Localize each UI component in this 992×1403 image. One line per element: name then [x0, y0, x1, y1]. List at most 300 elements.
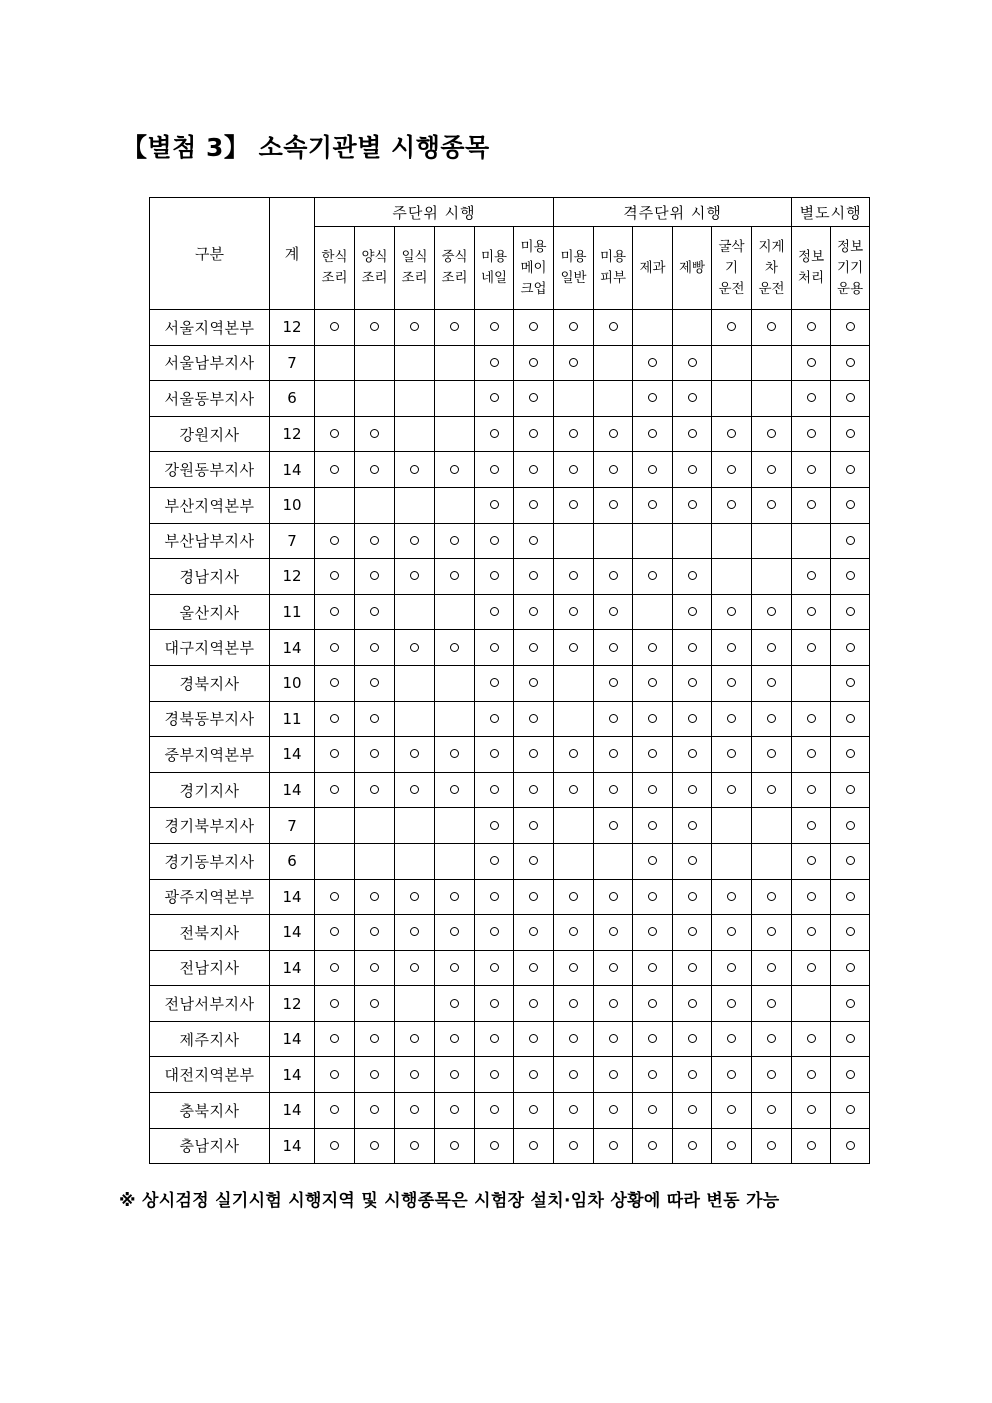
subject-cell [594, 1093, 633, 1129]
table-row [150, 879, 870, 915]
circle-mark-icon [688, 963, 697, 972]
subject-cell [355, 772, 395, 808]
subject-cell [514, 915, 554, 951]
table-row [150, 843, 870, 879]
subject-cell [315, 630, 355, 666]
circle-mark-icon [767, 785, 776, 794]
row-office-name: 서울지역본부 [150, 310, 270, 346]
subject-cell [355, 915, 395, 951]
row-office-name: 울산지사 [150, 594, 270, 630]
subject-cell [315, 594, 355, 630]
subject-cell [395, 1021, 435, 1057]
circle-mark-icon [450, 785, 459, 794]
circle-mark-icon [609, 465, 618, 474]
row-total: 14 [270, 1057, 315, 1093]
circle-mark-icon [846, 999, 855, 1008]
header-subject [712, 227, 752, 310]
subject-cell [633, 950, 673, 986]
subject-cell [395, 559, 435, 595]
circle-mark-icon [727, 963, 736, 972]
subject-cell [395, 986, 435, 1022]
row-office-name: 경북지사 [150, 665, 270, 701]
subject-cell [792, 559, 831, 595]
circle-mark-icon [490, 358, 499, 367]
circle-mark-icon [727, 322, 736, 331]
circle-mark-icon [490, 429, 499, 438]
circle-mark-icon [648, 785, 657, 794]
circle-mark-icon [727, 429, 736, 438]
subject-cell [355, 1128, 395, 1164]
subject-cell [315, 559, 355, 595]
subject-cell [752, 487, 792, 523]
subject-cell [395, 701, 435, 737]
subject-cell [831, 879, 870, 915]
subject-cell [673, 701, 712, 737]
subject-cell [395, 843, 435, 879]
subject-cell [395, 452, 435, 488]
subject-cell [514, 630, 554, 666]
subject-cell [435, 559, 475, 595]
subject-cell [554, 594, 594, 630]
circle-mark-icon [846, 785, 855, 794]
subject-cell [315, 986, 355, 1022]
circle-mark-icon [846, 927, 855, 936]
subject-cell [514, 986, 554, 1022]
subject-cell [315, 1057, 355, 1093]
subject-cell [594, 879, 633, 915]
subject-cell [355, 523, 395, 559]
row-total: 12 [270, 310, 315, 346]
subject-cell [475, 594, 514, 630]
circle-mark-icon [648, 571, 657, 580]
circle-mark-icon [490, 1141, 499, 1150]
circle-mark-icon [767, 1070, 776, 1079]
subject-cell [395, 915, 435, 951]
circle-mark-icon [807, 429, 816, 438]
circle-mark-icon [450, 643, 459, 652]
circle-mark-icon [529, 465, 538, 474]
circle-mark-icon [490, 749, 499, 758]
row-office-name: 부산지역본부 [150, 487, 270, 523]
circle-mark-icon [609, 749, 618, 758]
subject-cell [475, 559, 514, 595]
subject-cell [792, 1128, 831, 1164]
subject-cell [355, 487, 395, 523]
header-subject [315, 227, 355, 310]
subject-cell [712, 487, 752, 523]
circle-mark-icon [370, 643, 379, 652]
row-total: 6 [270, 843, 315, 879]
circle-mark-icon [569, 963, 578, 972]
circle-mark-icon [330, 571, 339, 580]
subject-cell [792, 1057, 831, 1093]
subject-cell [355, 879, 395, 915]
circle-mark-icon [688, 785, 697, 794]
circle-mark-icon [370, 678, 379, 687]
circle-mark-icon [767, 500, 776, 509]
subject-cell [752, 915, 792, 951]
subject-cell [752, 737, 792, 773]
subject-cell [752, 772, 792, 808]
row-office-name: 광주지역본부 [150, 879, 270, 915]
circle-mark-icon [450, 892, 459, 901]
subject-cell [395, 665, 435, 701]
subject-cell [475, 416, 514, 452]
subject-cell [514, 1057, 554, 1093]
circle-mark-icon [767, 999, 776, 1008]
circle-mark-icon [648, 429, 657, 438]
subject-cell [712, 381, 752, 417]
subject-cell [554, 416, 594, 452]
subject-cell [633, 843, 673, 879]
row-office-name: 경남지사 [150, 559, 270, 595]
circle-mark-icon [688, 1141, 697, 1150]
header-subject-label: 중식 조리 [441, 249, 468, 286]
header-subject-label: 미용 네일 [480, 249, 508, 286]
subject-cell [792, 487, 831, 523]
circle-mark-icon [609, 1141, 618, 1150]
subject-cell [514, 416, 554, 452]
circle-mark-icon [609, 892, 618, 901]
subject-cell [712, 986, 752, 1022]
subject-cell [673, 523, 712, 559]
circle-mark-icon [846, 714, 855, 723]
subject-cell [792, 1093, 831, 1129]
circle-mark-icon [490, 1070, 499, 1079]
circle-mark-icon [410, 643, 419, 652]
circle-mark-icon [330, 714, 339, 723]
subject-cell [633, 737, 673, 773]
subject-cell [792, 381, 831, 417]
circle-mark-icon [490, 678, 499, 687]
subject-cell [475, 950, 514, 986]
circle-mark-icon [727, 678, 736, 687]
subject-cell [752, 808, 792, 844]
table-row [150, 487, 870, 523]
subject-cell [554, 630, 594, 666]
circle-mark-icon [609, 322, 618, 331]
row-total: 14 [270, 452, 315, 488]
circle-mark-icon [846, 358, 855, 367]
circle-mark-icon [330, 678, 339, 687]
subject-cell [673, 986, 712, 1022]
subject-cell [435, 665, 475, 701]
circle-mark-icon [846, 1105, 855, 1114]
subject-cell [792, 452, 831, 488]
subject-cell [673, 665, 712, 701]
subject-cell [355, 950, 395, 986]
subject-cell [395, 879, 435, 915]
subject-cell [475, 487, 514, 523]
header-subject-label: 제빵 [678, 259, 706, 276]
circle-mark-icon [529, 500, 538, 509]
circle-mark-icon [490, 607, 499, 616]
header-subject-label: 정보 기기 운용 [837, 238, 864, 297]
subject-cell [554, 1093, 594, 1129]
subject-cell [633, 772, 673, 808]
circle-mark-icon [846, 963, 855, 972]
header-subject-label: 일식 조리 [401, 249, 428, 286]
subject-cell [355, 310, 395, 346]
circle-mark-icon [727, 607, 736, 616]
circle-mark-icon [330, 785, 339, 794]
subject-cell [633, 559, 673, 595]
circle-mark-icon [688, 358, 697, 367]
circle-mark-icon [450, 963, 459, 972]
circle-mark-icon [807, 393, 816, 402]
circle-mark-icon [410, 1034, 419, 1043]
circle-mark-icon [370, 465, 379, 474]
row-total: 14 [270, 1093, 315, 1129]
circle-mark-icon [609, 999, 618, 1008]
subject-cell [673, 594, 712, 630]
circle-mark-icon [688, 429, 697, 438]
subject-cell [594, 559, 633, 595]
subject-cell [712, 310, 752, 346]
circle-mark-icon [609, 571, 618, 580]
circle-mark-icon [529, 1034, 538, 1043]
circle-mark-icon [609, 714, 618, 723]
header-subject-label: 굴삭 기 운전 [718, 238, 745, 297]
table-row [150, 381, 870, 417]
subject-cell [554, 310, 594, 346]
circle-mark-icon [609, 429, 618, 438]
subject-cell [435, 1093, 475, 1129]
subject-cell [594, 701, 633, 737]
circle-mark-icon [727, 1070, 736, 1079]
subject-cell [752, 950, 792, 986]
subject-cell [633, 630, 673, 666]
row-office-name: 전남지사 [150, 950, 270, 986]
circle-mark-icon [807, 785, 816, 794]
circle-mark-icon [450, 927, 459, 936]
circle-mark-icon [410, 536, 419, 545]
subject-cell [514, 345, 554, 381]
subject-cell [712, 452, 752, 488]
header-gubun: 구분 [150, 198, 270, 310]
subject-cell [712, 559, 752, 595]
header-subject [355, 227, 395, 310]
table-row [150, 416, 870, 452]
subject-cell [673, 1021, 712, 1057]
subject-cell [752, 381, 792, 417]
subject-cell [435, 416, 475, 452]
subject-cell [673, 630, 712, 666]
subject-cell [514, 843, 554, 879]
subject-cell [712, 345, 752, 381]
subject-cell [752, 559, 792, 595]
circle-mark-icon [370, 1070, 379, 1079]
row-office-name: 대구지역본부 [150, 630, 270, 666]
subject-cell [633, 1128, 673, 1164]
subject-cell [475, 772, 514, 808]
circle-mark-icon [767, 607, 776, 616]
subject-cell [315, 452, 355, 488]
subject-cell [435, 843, 475, 879]
circle-mark-icon [767, 714, 776, 723]
subject-cell [554, 487, 594, 523]
circle-mark-icon [370, 785, 379, 794]
circle-mark-icon [609, 500, 618, 509]
subject-cell [594, 665, 633, 701]
subject-cell [673, 452, 712, 488]
circle-mark-icon [609, 963, 618, 972]
subject-cell [395, 1057, 435, 1093]
circle-mark-icon [529, 1141, 538, 1150]
row-office-name: 경기지사 [150, 772, 270, 808]
table-row [150, 808, 870, 844]
table-body [150, 310, 870, 1164]
subject-cell [594, 986, 633, 1022]
subject-cell [435, 594, 475, 630]
subject-cell [355, 1057, 395, 1093]
circle-mark-icon [807, 571, 816, 580]
circle-mark-icon [767, 749, 776, 758]
circle-mark-icon [450, 749, 459, 758]
circle-mark-icon [727, 785, 736, 794]
circle-mark-icon [648, 500, 657, 509]
row-total: 10 [270, 665, 315, 701]
circle-mark-icon [767, 322, 776, 331]
subject-cell [673, 416, 712, 452]
subject-cell [712, 950, 752, 986]
row-total: 12 [270, 559, 315, 595]
circle-mark-icon [529, 678, 538, 687]
circle-mark-icon [688, 1034, 697, 1043]
circle-mark-icon [370, 1034, 379, 1043]
subject-cell [475, 1093, 514, 1129]
row-total: 6 [270, 381, 315, 417]
subject-cell [435, 345, 475, 381]
subject-cell [514, 737, 554, 773]
circle-mark-icon [450, 1070, 459, 1079]
subject-cell [712, 879, 752, 915]
table-row [150, 1128, 870, 1164]
subject-cell [594, 843, 633, 879]
subject-cell [554, 808, 594, 844]
circle-mark-icon [609, 643, 618, 652]
row-office-name: 대전지역본부 [150, 1057, 270, 1093]
circle-mark-icon [648, 749, 657, 758]
circle-mark-icon [370, 963, 379, 972]
circle-mark-icon [767, 1034, 776, 1043]
header-subject [633, 227, 673, 310]
subject-cell [712, 808, 752, 844]
circle-mark-icon [569, 322, 578, 331]
circle-mark-icon [727, 643, 736, 652]
subject-cell [475, 310, 514, 346]
circle-mark-icon [688, 643, 697, 652]
subject-cell [792, 986, 831, 1022]
table-row [150, 452, 870, 488]
circle-mark-icon [370, 322, 379, 331]
circle-mark-icon [807, 749, 816, 758]
circle-mark-icon [490, 785, 499, 794]
table-row [150, 986, 870, 1022]
circle-mark-icon [846, 500, 855, 509]
subject-cell [315, 345, 355, 381]
circle-mark-icon [569, 500, 578, 509]
circle-mark-icon [529, 571, 538, 580]
header-subject-label: 미용 피부 [599, 249, 627, 286]
row-office-name: 경기동부지사 [150, 843, 270, 879]
circle-mark-icon [529, 963, 538, 972]
subject-cell [395, 1128, 435, 1164]
subject-cell [475, 986, 514, 1022]
circle-mark-icon [370, 749, 379, 758]
subject-cell [831, 487, 870, 523]
row-office-name: 제주지사 [150, 1021, 270, 1057]
circle-mark-icon [330, 322, 339, 331]
subject-cell [315, 665, 355, 701]
subject-cell [594, 487, 633, 523]
subject-cell [712, 737, 752, 773]
row-total: 14 [270, 737, 315, 773]
circle-mark-icon [648, 1034, 657, 1043]
circle-mark-icon [450, 536, 459, 545]
subject-cell [514, 381, 554, 417]
subject-cell [831, 772, 870, 808]
subject-cell [673, 487, 712, 523]
subject-cell [355, 559, 395, 595]
circle-mark-icon [807, 892, 816, 901]
subject-cell [514, 1128, 554, 1164]
subject-cell [594, 1021, 633, 1057]
table-row [150, 701, 870, 737]
circle-mark-icon [370, 892, 379, 901]
subject-cell [554, 986, 594, 1022]
circle-mark-icon [490, 500, 499, 509]
subject-cell [712, 416, 752, 452]
subject-cell [514, 559, 554, 595]
subject-cell [315, 487, 355, 523]
subject-cell [315, 843, 355, 879]
subject-cell [673, 1093, 712, 1129]
circle-mark-icon [450, 1141, 459, 1150]
table-row [150, 772, 870, 808]
subject-cell [752, 1128, 792, 1164]
subject-cell [831, 915, 870, 951]
subject-cell [712, 1021, 752, 1057]
circle-mark-icon [569, 785, 578, 794]
subject-cell [355, 808, 395, 844]
circle-mark-icon [688, 465, 697, 474]
subject-cell [554, 1021, 594, 1057]
subject-cell [435, 808, 475, 844]
circle-mark-icon [727, 892, 736, 901]
subject-cell [752, 1093, 792, 1129]
row-total: 14 [270, 1128, 315, 1164]
circle-mark-icon [767, 1105, 776, 1114]
circle-mark-icon [846, 536, 855, 545]
row-total: 11 [270, 594, 315, 630]
header-subject-label: 정보 처리 [798, 249, 825, 286]
circle-mark-icon [807, 1141, 816, 1150]
table-row [150, 523, 870, 559]
circle-mark-icon [529, 643, 538, 652]
subject-cell [435, 310, 475, 346]
subject-cell [831, 1093, 870, 1129]
table-row [150, 1057, 870, 1093]
circle-mark-icon [846, 892, 855, 901]
subject-cell [831, 701, 870, 737]
subject-cell [355, 452, 395, 488]
circle-mark-icon [688, 1105, 697, 1114]
circle-mark-icon [767, 1141, 776, 1150]
circle-mark-icon [330, 607, 339, 616]
subject-cell [315, 950, 355, 986]
subject-cell [475, 345, 514, 381]
